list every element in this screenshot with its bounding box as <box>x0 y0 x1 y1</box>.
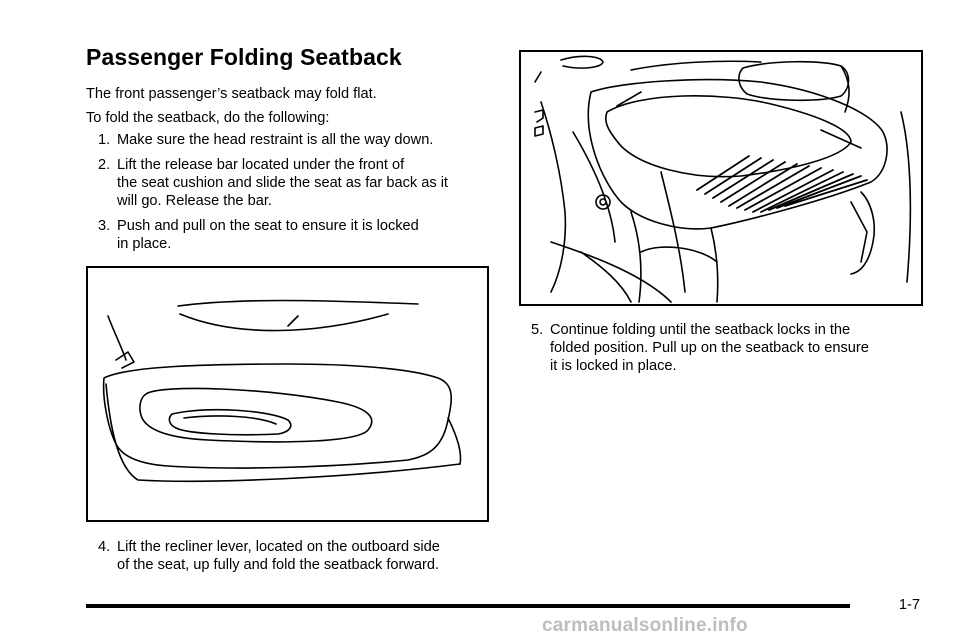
step-line: it is locked in place. <box>550 358 677 374</box>
step-number: 4. <box>98 539 111 555</box>
page-title: Passenger Folding Seatback <box>86 44 402 70</box>
folded-seatback-illustration <box>519 50 923 306</box>
step-line: of the seat, up fully and fold the seatback forward. <box>117 557 440 573</box>
step-line: Make sure the head restraint is all the way down. <box>117 132 434 148</box>
step-line: Continue folding until the seatback locks in the <box>550 322 851 338</box>
step-line: will go. Release the bar. <box>117 193 272 209</box>
folded-seatback-drawing <box>521 52 921 304</box>
step-number: 1. <box>98 132 111 148</box>
watermark: carmanualsonline.info <box>542 615 748 636</box>
step-number: 2. <box>98 157 111 173</box>
step-line: in place. <box>117 236 172 252</box>
page-number: 1-7 <box>898 597 920 613</box>
seat-recliner-illustration <box>86 266 489 522</box>
step-line: Push and pull on the seat to ensure it is locked <box>117 218 419 234</box>
step-line: the seat cushion and slide the seat as far back as it <box>117 175 448 191</box>
step-line: folded position. Pull up on the seatback to ensure <box>550 340 869 356</box>
intro-paragraph: The front passenger’s seatback may fold flat. <box>86 86 377 102</box>
lead-in-paragraph: To fold the seatback, do the following: <box>86 110 330 126</box>
recliner-lever-drawing <box>88 268 487 520</box>
step-number: 3. <box>98 218 111 234</box>
footer-rule <box>86 604 850 608</box>
step-line: Lift the release bar located under the front of <box>117 157 405 173</box>
step-line: Lift the recliner lever, located on the outboard side <box>117 539 440 555</box>
step-number: 5. <box>531 322 544 338</box>
